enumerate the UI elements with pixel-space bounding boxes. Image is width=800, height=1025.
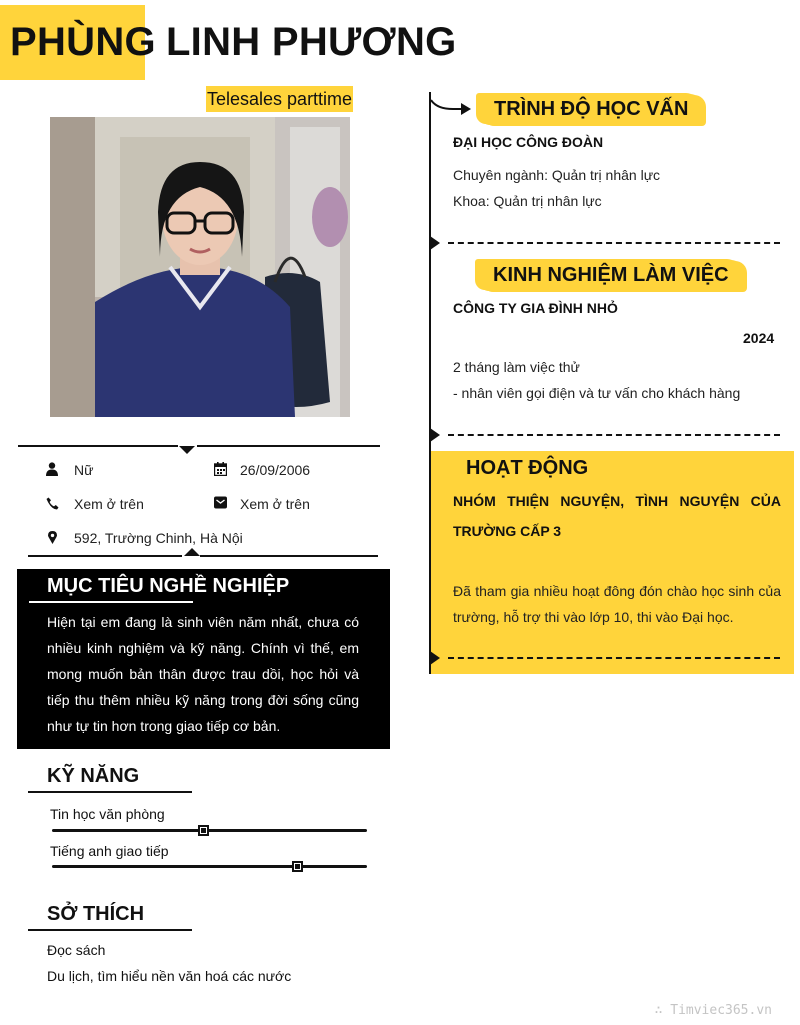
info-top-marker: [179, 446, 195, 454]
phone-value: Xem ở trên: [74, 496, 144, 512]
education-title: TRÌNH ĐỘ HỌC VẤN: [480, 94, 702, 125]
education-major: Chuyên ngành: Quản trị nhân lực: [453, 167, 661, 183]
candidate-name: [10, 20, 467, 65]
career-objective-section: [17, 569, 390, 749]
timeline-arrow-icon: [431, 99, 473, 119]
phone-icon: [44, 495, 60, 511]
activity-description: Đã tham gia nhiều hoạt đông đón chào học sinh của trường, hỗ trợ thi vào lớp 10, thi vào Đại học.: [453, 583, 781, 625]
birthday-value: 26/09/2006: [240, 462, 311, 478]
section-separator: [448, 434, 780, 436]
name-rest: LINH PHƯƠNG: [165, 20, 457, 64]
email-value: Xem ở trên: [240, 496, 310, 512]
job-title: Telesales parttime: [206, 86, 353, 112]
info-top-divider-right: [197, 445, 380, 447]
map-pin-icon: [44, 529, 60, 545]
calendar-icon: [212, 461, 228, 477]
experience-detail: - nhân viên gọi điện và tư vấn cho khách hàng: [453, 385, 741, 401]
envelope-icon: [212, 494, 228, 510]
name-first: PHÙNG: [10, 20, 156, 64]
timeline-marker: [430, 428, 440, 442]
objective-title: MỤC TIÊU NGHỀ NGHIỆP: [47, 575, 290, 597]
skills-title: KỸ NĂNG: [47, 765, 140, 787]
skill-level-marker: [198, 825, 209, 836]
skill-label: Tin học văn phòng: [50, 806, 165, 822]
profile-photo: [50, 117, 350, 417]
info-bottom-marker: [184, 548, 200, 556]
timeline-marker: [430, 651, 440, 665]
address-value: 592, Trường Chinh, Hà Nội: [74, 530, 243, 546]
section-separator: [448, 242, 780, 244]
experience-detail: 2 tháng làm việc thử: [453, 359, 580, 375]
info-top-divider-left: [18, 445, 178, 447]
info-bottom-divider-right: [200, 555, 378, 557]
skill-track: [52, 865, 367, 868]
timeline-line: [429, 92, 431, 674]
hobby-item: Đọc sách: [47, 942, 106, 958]
hobby-item: Du lịch, tìm hiểu nền văn hoá các nước: [47, 968, 292, 984]
timeline-marker: [430, 236, 440, 250]
info-bottom-divider-left: [28, 555, 182, 557]
hobbies-title: SỞ THÍCH: [47, 903, 145, 925]
user-icon: [44, 461, 60, 477]
activities-section-background: [431, 451, 794, 674]
experience-title: KINH NGHIỆM LÀM VIỆC: [479, 260, 743, 291]
watermark-text: ∴ Timviec365.vn: [654, 1003, 772, 1018]
company-name: CÔNG TY GIA ĐÌNH NHỎ: [453, 300, 618, 316]
school-name: ĐẠI HỌC CÔNG ĐOÀN: [453, 134, 604, 150]
skills-underline: [28, 791, 192, 793]
education-faculty: Khoa: Quản trị nhân lực: [453, 193, 602, 209]
objective-underline: [29, 601, 193, 603]
activities-title: HOẠT ĐỘNG: [466, 457, 589, 479]
hobbies-underline: [28, 929, 192, 931]
skill-track: [52, 829, 367, 832]
activity-organization: NHÓM THIỆN NGUYỆN, TÌNH NGUYỆN CỦA TRƯỜNG CẤP 3: [453, 493, 781, 539]
section-separator: [448, 657, 780, 659]
gender-value: Nữ: [74, 462, 94, 478]
skill-label: Tiếng anh giao tiếp: [50, 843, 169, 859]
experience-year: 2024: [743, 330, 775, 346]
objective-text: Hiện tại em đang là sinh viên năm nhất, chưa có nhiều kinh nghiệm và kỹ năng. Chính vì thế, em mong muốn bản thân được trau dồi, học hỏi và tiếp thu thêm nhiều kỹ năng trong đời sống cũng như tự tin hơn trong giao tiếp cơ bản.: [47, 614, 359, 734]
skill-level-marker: [292, 861, 303, 872]
